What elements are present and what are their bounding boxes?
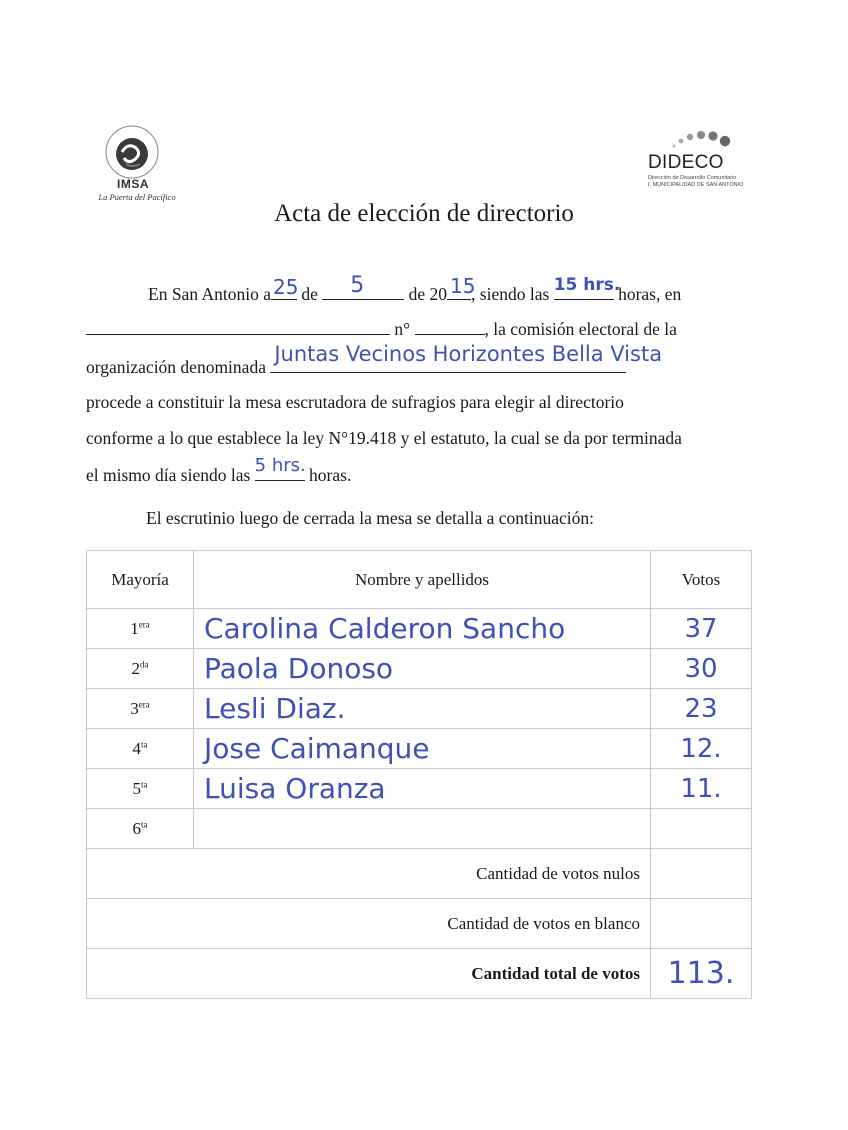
- null-votes-row: [87, 849, 752, 899]
- table-row: [87, 609, 752, 649]
- candidate-name-cell[interactable]: Carolina Calderon Sancho: [194, 609, 651, 649]
- votes-cell[interactable]: 23: [651, 689, 752, 729]
- rank-cell: $3^{era}$: [87, 689, 194, 729]
- location-number-field[interactable]: [415, 318, 485, 335]
- blank-votes-value[interactable]: [651, 899, 752, 949]
- rank-cell: $6^{ta}$: [87, 809, 194, 849]
- dideco-subtitle: Dirección de Desarrollo Comunitario: [648, 175, 737, 181]
- dideco-municipality: I. MUNICIPALIDAD DE SAN ANTONIO: [648, 182, 744, 188]
- imsa-logo: [88, 122, 198, 202]
- intro-line-2: n° , la comisión electoral de la: [86, 318, 677, 340]
- candidate-name-cell[interactable]: Jose Caimanque: [194, 729, 651, 769]
- dideco-name: DIDECO: [648, 152, 724, 173]
- candidate-name-cell[interactable]: [194, 809, 651, 849]
- imsa-emblem-icon: [104, 124, 160, 180]
- table-row: [87, 729, 752, 769]
- intro-line-7: El escrutinio luego de cerrada la mesa se detalla a continuación:: [146, 508, 595, 528]
- rank-cell: $2^{da}$: [87, 649, 194, 689]
- total-votes-label: Cantidad total de votos: [87, 949, 651, 999]
- imsa-name: IMSA: [117, 177, 149, 191]
- month-field[interactable]: 5: [322, 283, 404, 300]
- intro-line-3: organización denominada Juntas Vecinos Horizontes Bella Vista: [86, 342, 663, 377]
- location-field[interactable]: [86, 318, 390, 335]
- rank-cell: $1^{era}$: [87, 609, 194, 649]
- table-row: [87, 769, 752, 809]
- rank-cell: $4^{ta}$: [87, 729, 194, 769]
- year-field[interactable]: 15: [447, 283, 471, 300]
- candidate-name-cell[interactable]: Paola Donoso: [194, 649, 651, 689]
- table-row: [87, 809, 752, 849]
- day-field[interactable]: 25: [272, 275, 299, 299]
- total-votes-value[interactable]: 113.: [651, 949, 752, 999]
- intro-line-5: conforme a lo que establece la ley N°19.418 y el estatuto, la cual se da por terminada: [86, 428, 682, 448]
- organization-field[interactable]: Juntas Vecinos Horizontes Bella Vista: [270, 356, 626, 373]
- votes-cell[interactable]: 11.: [651, 769, 752, 809]
- intro-line-1: En San Antonio a 25 de 5 de 20 15 , siendo las 15 hrs. horas, en: [148, 273, 682, 304]
- header-nombre: Nombre y apellidos: [194, 551, 651, 609]
- intro-line-4: procede a constituir la mesa escrutadora de sufragios para elegir al directorio: [86, 392, 624, 412]
- results-table: [86, 550, 752, 999]
- total-votes-row: [87, 949, 752, 999]
- table-row: [87, 689, 752, 729]
- null-votes-value[interactable]: [651, 849, 752, 899]
- candidate-name-cell[interactable]: Lesli Diaz.: [194, 689, 651, 729]
- header-votos: Votos: [651, 551, 752, 609]
- document-title: Acta de elección de directorio: [274, 200, 574, 227]
- rank-cell: $5^{ta}$: [87, 769, 194, 809]
- intro-line-6: el mismo día siendo las 5 hrs. horas.: [86, 455, 352, 485]
- dideco-dots-icon: [670, 128, 740, 152]
- null-votes-label: Cantidad de votos nulos: [87, 849, 651, 899]
- start-hour-field[interactable]: 15 hrs.: [554, 283, 614, 300]
- header-mayoria: Mayoría: [87, 551, 194, 609]
- candidate-name-cell[interactable]: Luisa Oranza: [194, 769, 651, 809]
- end-hour-field[interactable]: 5 hrs.: [255, 464, 305, 481]
- votes-cell[interactable]: [651, 809, 752, 849]
- imsa-tagline: La Puerta del Pacífico: [98, 192, 176, 202]
- votes-cell[interactable]: 30: [651, 649, 752, 689]
- dideco-logo: [640, 128, 770, 194]
- votes-cell[interactable]: 12.: [651, 729, 752, 769]
- votes-cell[interactable]: 37: [651, 609, 752, 649]
- blank-votes-label: Cantidad de votos en blanco: [87, 899, 651, 949]
- blank-votes-row: [87, 899, 752, 949]
- table-header-row: [87, 551, 752, 609]
- table-row: [87, 649, 752, 689]
